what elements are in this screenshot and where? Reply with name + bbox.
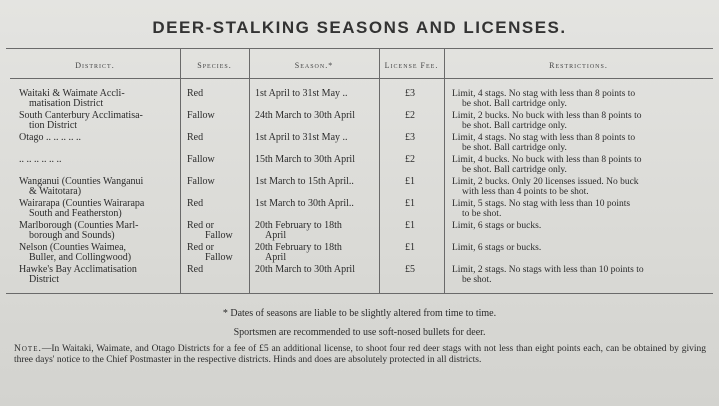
season-cell: 1st April to 31st May .. <box>255 132 348 143</box>
season-cell: 1st March to 15th April.. <box>255 176 354 187</box>
fee-cell: £1 <box>405 242 415 253</box>
district-cell: Wanganui (Counties Wanganui & Waitotara) <box>19 176 144 197</box>
species-cell: Red or Fallow <box>187 242 233 263</box>
column-divider <box>444 48 445 293</box>
header-restrictions: Restrictions. <box>549 61 608 70</box>
season-cell: 20th March to 30th April <box>255 264 355 275</box>
recommendation-text: Sportsmen are recommended to use soft-nosed bullets for deer. <box>233 327 486 338</box>
footnote: * Dates of seasons are liable to be slightly altered from time to time. <box>222 308 497 319</box>
restrictions-cell: Limit, 6 stags or bucks. <box>452 243 542 253</box>
fee-cell: £2 <box>405 154 415 165</box>
header-underline <box>181 78 249 79</box>
fee-cell: £1 <box>405 220 415 231</box>
district-cell: Wairarapa (Counties Wairarapa South and Featherston) <box>19 198 145 219</box>
fee-cell: £1 <box>405 176 415 187</box>
fee-cell: £3 <box>405 88 415 99</box>
column-divider <box>249 48 250 293</box>
season-cell: 1st March to 30th April.. <box>255 198 354 209</box>
fee-cell: £2 <box>405 110 415 121</box>
note-text: —In Waitaki, Waimate, and Otago Districts for a fee of £5 an additional license, to shoot four red deer stags with not less than eight points each, can be obtained by giving three days' notice to the Chief Postmaster in the respective districts. Hinds and does are absolutely protected in all districts. <box>14 344 706 365</box>
season-cell: 1st April to 31st May .. <box>255 88 348 99</box>
restrictions-cell: Limit, 2 bucks. No buck with less than 8 points to be shot. Ball cartridge only. <box>452 111 642 131</box>
restrictions-cell: Limit, 5 stags. No stag with less than 10 points to be shot. <box>452 199 631 219</box>
district-cell: Nelson (Counties Waimea, Buller, and Collingwood) <box>19 242 132 263</box>
species-cell: Fallow <box>187 154 215 165</box>
season-cell: 24th March to 30th April <box>255 110 355 121</box>
column-divider <box>379 48 380 293</box>
district-cell: Waitaki & Waimate Accli- matisation District <box>19 88 125 109</box>
header-underline <box>250 78 379 79</box>
species-cell: Red <box>187 88 204 99</box>
page-title: DEER-STALKING SEASONS AND LICENSES. <box>152 18 567 37</box>
restrictions-cell: Limit, 4 stags. No stag with less than 8 points to be shot. Ball cartridge only. <box>452 133 636 153</box>
season-cell: 20th February to 18th April <box>255 242 342 263</box>
district-cell: South Canterbury Acclimatisa- tion District <box>19 110 143 131</box>
species-cell: Red <box>187 132 204 143</box>
header-license-fee: License Fee. <box>384 61 439 70</box>
season-cell: 15th March to 30th April <box>255 154 355 165</box>
district-cell: .. .. .. .. .. .. <box>19 154 62 165</box>
fee-cell: £3 <box>405 132 415 143</box>
restrictions-cell: Limit, 4 stags. No stag with less than 8 points to be shot. Ball cartridge only. <box>452 89 636 109</box>
header-underline <box>380 78 444 79</box>
species-cell: Fallow <box>187 176 215 187</box>
header-species: Species. <box>197 61 232 70</box>
header-underline <box>445 78 713 79</box>
district-cell: Hawke's Bay Acclimatisation District <box>19 264 137 285</box>
season-cell: 20th February to 18th April <box>255 220 342 241</box>
table-top-rule <box>6 48 713 49</box>
species-cell: Red <box>187 198 204 209</box>
restrictions-cell: Limit, 2 stags. No stags with less than 10 points to be shot. <box>452 265 644 285</box>
district-cell: Marlborough (Counties Marl- borough and Sounds) <box>19 220 139 241</box>
fee-cell: £5 <box>405 264 415 275</box>
restrictions-cell: Limit, 4 bucks. No buck with less than 8 points to be shot. Ball cartridge only. <box>452 155 642 175</box>
restrictions-cell: Limit, 6 stags or bucks. <box>452 221 542 231</box>
district-cell: Otago .. .. .. .. .. <box>19 132 81 143</box>
table-bottom-rule <box>6 293 713 294</box>
species-cell: Red <box>187 264 204 275</box>
fee-cell: £1 <box>405 198 415 209</box>
species-cell: Fallow <box>187 110 215 121</box>
restrictions-cell: Limit, 2 bucks. Only 20 licenses issued. No buck with less than 4 points to be shot. <box>452 177 639 197</box>
note-paragraph <box>14 344 706 366</box>
header-season: Season.* <box>294 61 334 70</box>
note-label: Note. <box>14 344 42 354</box>
header-district: District. <box>75 61 115 70</box>
header-underline <box>10 78 180 79</box>
column-divider <box>180 48 181 293</box>
species-cell: Red or Fallow <box>187 220 233 241</box>
